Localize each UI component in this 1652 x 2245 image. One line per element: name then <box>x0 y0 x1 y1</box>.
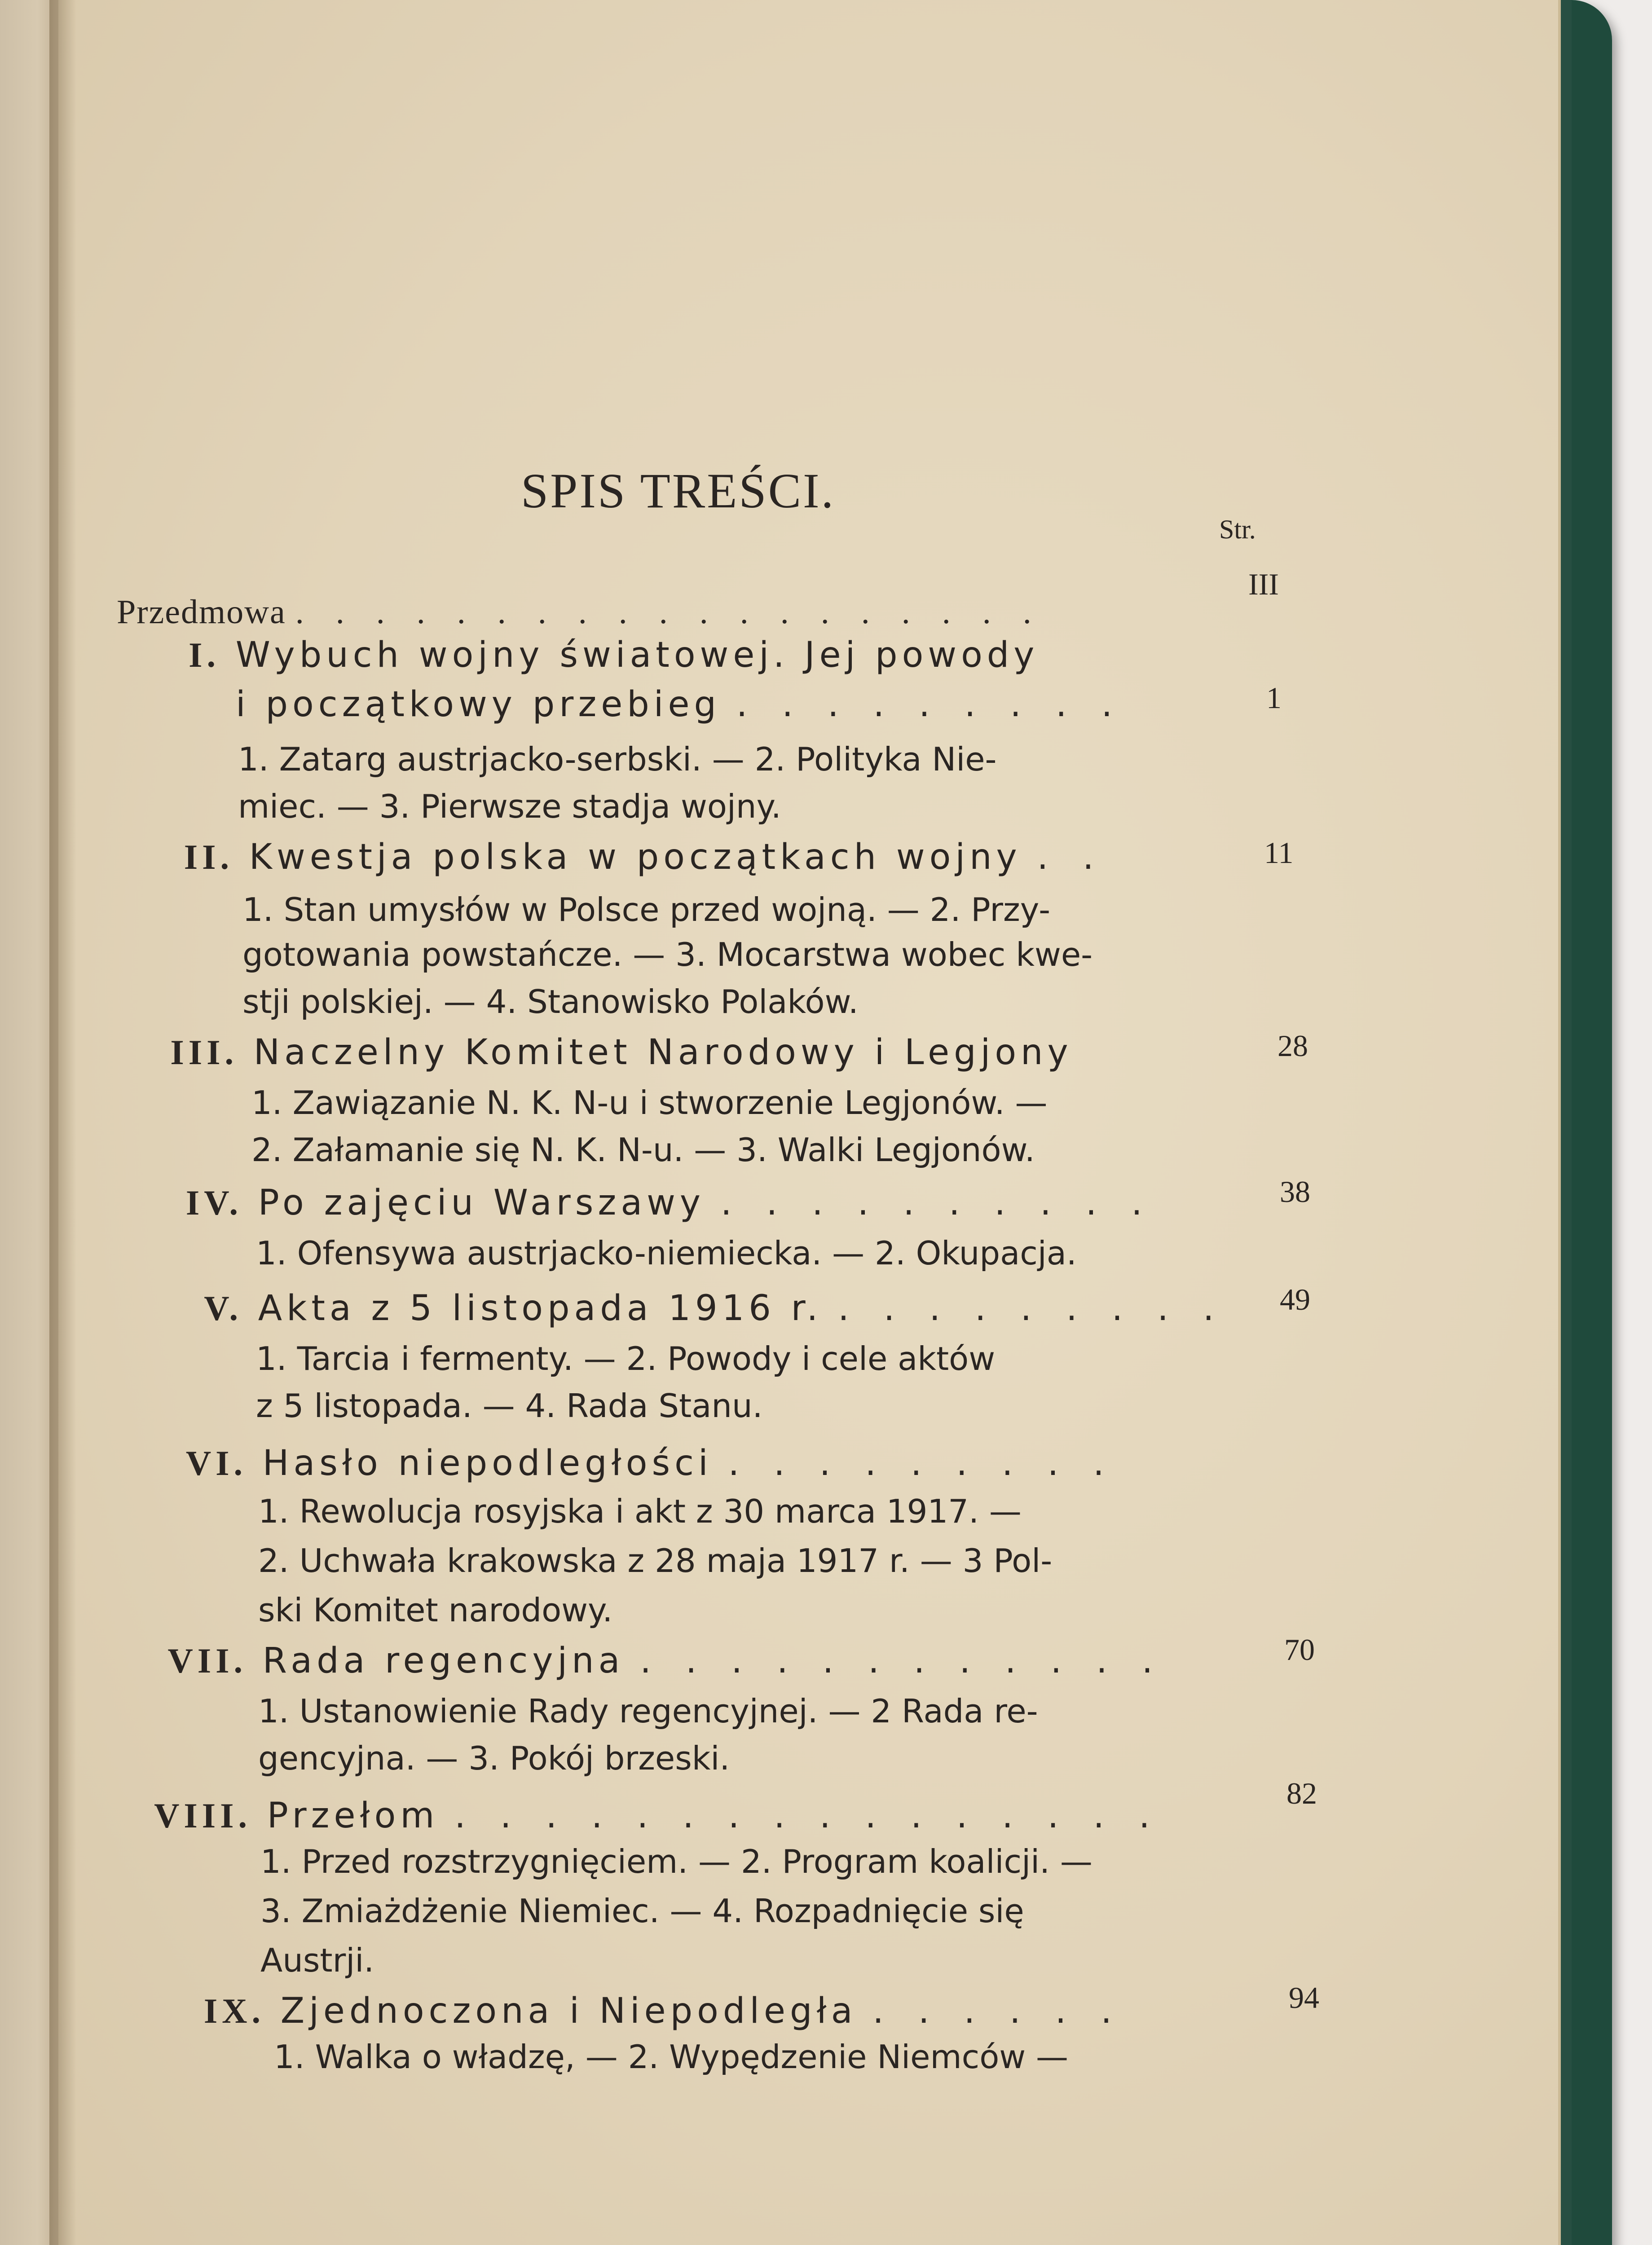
toc-subsection: 1. Tarcia i fermenty. — 2. Powody i cele aktów <box>256 1340 996 1378</box>
chapter-number: IX. <box>203 1991 265 2030</box>
chapter-number: IV. <box>185 1183 242 1222</box>
toc-subsection: 1. Przed rozstrzygnięciem. — 2. Program koalicji. — <box>260 1843 1093 1880</box>
toc-subsection: 2. Uchwała krakowska z 28 maja 1917 r. — 3 Pol- <box>258 1542 1053 1580</box>
toc-heading: Zjednoczona i Niepodległa <box>280 1991 857 2031</box>
chapter-number: II. <box>184 837 233 876</box>
chapter-number: III. <box>170 1033 238 1072</box>
toc-page-number: 28 <box>1278 1029 1308 1063</box>
toc-heading: Naczelny Komitet Narodowy i Legjony <box>253 1032 1073 1073</box>
toc-page-number: 49 <box>1280 1282 1310 1316</box>
toc-entry-9 <box>189 1991 1124 2031</box>
toc-heading: Hasło niepodległości <box>262 1443 713 1483</box>
toc-entry-preface <box>117 595 1043 629</box>
toc-entry-8 <box>153 1796 1162 1836</box>
toc-entry-5 <box>180 1288 1226 1329</box>
toc-entry-7 <box>153 1641 1165 1681</box>
toc-leader-dots: . . . . . . . . . <box>736 684 1124 725</box>
toc-subsection: ski Komitet narodowy. <box>258 1591 613 1629</box>
toc-subsection: gencyjna. — 3. Pokój brzeski. <box>258 1739 730 1777</box>
toc-leader-dots: . . . . . . . . . <box>838 1288 1226 1329</box>
toc-subsection: 1. Zawiązanie N. K. N-u i stworzenie Legjonów. — <box>251 1084 1048 1122</box>
toc-entry-1-line2 <box>236 684 1124 725</box>
toc-heading: Akta z 5 listopada 1916 r. <box>258 1288 823 1329</box>
toc-page-number: III <box>1248 567 1279 601</box>
toc-subsection: 1. Ofensywa austrjacko-niemiecka. — 2. Okupacja. <box>256 1234 1077 1272</box>
toc-page-number: 1 <box>1266 681 1282 715</box>
toc-entry-1 <box>171 635 1039 675</box>
toc-subsection: 1. Stan umysłów w Polsce przed wojną. — 2. Przy- <box>242 891 1051 929</box>
page-title: SPIS TREŚCI. <box>521 463 836 518</box>
toc-leader-dots: . . . . . . . . . <box>728 1443 1116 1483</box>
toc-heading: Po zajęciu Warszawy <box>258 1183 705 1223</box>
toc-subsection: 1. Rewolucja rosyjska i akt z 30 marca 1917. — <box>258 1492 1022 1530</box>
toc-entry-4 <box>162 1183 1154 1223</box>
toc-entry-2 <box>166 837 1106 877</box>
chapter-number: V. <box>204 1289 242 1328</box>
toc-page-number: 70 <box>1284 1633 1315 1667</box>
page-column-label: Str. <box>1219 515 1256 544</box>
toc-page-number: 94 <box>1289 1981 1319 2015</box>
toc-heading: Przedmowa <box>117 593 286 631</box>
toc-subsection: 2. Załamanie się N. K. N-u. — 3. Walki Legjonów. <box>251 1131 1035 1169</box>
toc-subsection: z 5 listopada. — 4. Rada Stanu. <box>256 1387 763 1425</box>
chapter-number: VII. <box>167 1641 247 1680</box>
toc-leader-dots: . . . . . . . . . . . . . . . . <box>454 1796 1162 1836</box>
toc-subsection: stji polskiej. — 4. Stanowisko Polaków. <box>242 983 859 1021</box>
toc-subsection: gotowania powstańcze. — 3. Mocarstwa wobec kwe- <box>242 936 1093 973</box>
toc-leader-dots: . . . . . . . . . . . . . . . . . . . <box>295 593 1043 631</box>
toc-heading: Wybuch wojny światowej. Jej powody <box>235 635 1039 675</box>
toc-leader-dots: . . <box>1037 837 1106 877</box>
toc-page-number: 38 <box>1280 1175 1310 1209</box>
chapter-number: I. <box>189 635 220 674</box>
chapter-number: VI. <box>185 1444 247 1483</box>
toc-leader-dots: . . . . . . <box>872 1991 1124 2031</box>
toc-leader-dots: . . . . . . . . . . <box>720 1183 1154 1223</box>
toc-entry-6 <box>166 1443 1116 1483</box>
toc-subsection: miec. — 3. Pierwsze stadja wojny. <box>238 788 781 825</box>
toc-entry-3 <box>153 1032 1073 1073</box>
toc-page-number: 11 <box>1264 836 1294 870</box>
toc-subsection: 1. Ustanowienie Rady regencyjnej. — 2 Rada re- <box>258 1692 1038 1730</box>
toc-heading: Rada regencyjna <box>262 1641 625 1681</box>
toc-subsection: Austrji. <box>260 1941 374 1979</box>
toc-subsection: 1. Walka o władzę, — 2. Wypędzenie Niemców — <box>274 2038 1069 2076</box>
toc-heading: Przełom <box>267 1796 439 1836</box>
toc-heading: Kwestja polska w początkach wojny <box>249 837 1022 877</box>
toc-heading-continued: i początkowy przebieg <box>236 684 721 725</box>
toc-leader-dots: . . . . . . . . . . . . <box>640 1641 1165 1681</box>
toc-subsection: 3. Zmiażdżenie Niemiec. — 4. Rozpadnięcie się <box>260 1892 1024 1930</box>
chapter-number: VIII. <box>154 1796 251 1835</box>
toc-page-number: 82 <box>1286 1776 1317 1810</box>
toc-subsection: 1. Zatarg austrjacko-serbski. — 2. Polityka Nie- <box>238 740 997 778</box>
